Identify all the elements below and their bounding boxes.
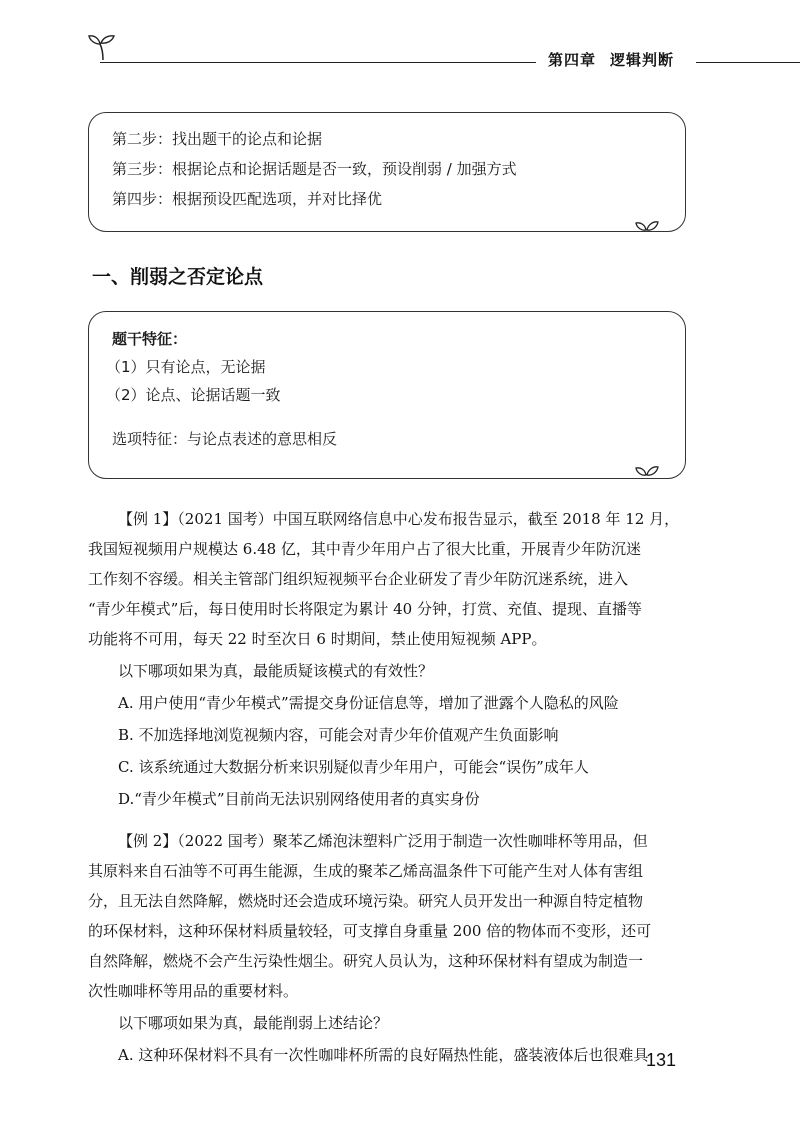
section-title: 一、削弱之否定论点 [92,266,264,288]
sprout-icon [634,216,660,234]
example1-line: “青少年模式”后，每日使用时长将限定为累计 40 分钟，打赏、充值、提现、直播等 [88,600,642,618]
example1-line: 功能将不可用，每天 22 时至次日 6 时期间，禁止使用短视频 APP。 [88,630,547,648]
example2-line: 【例 2】（2022 国考）聚苯乙烯泡沫塑料广泛用于制造一次性咖啡杯等用品，但 [118,832,648,850]
example1-line: 我国短视频用户规模达 6.48 亿，其中青少年用户占了很大比重，开展青少年防沉迷 [88,540,641,558]
example1-option-d: D.“青少年模式”目前尚无法识别网络使用者的真实身份 [118,790,480,808]
running-header [548,49,674,70]
chapter-title: 逻辑判断 [610,51,675,69]
example2-line: 分，且无法自然降解，燃烧时还会造成环境污染。研究人员开发出一种源自特定植物 [88,892,644,910]
header-rule-left [100,62,536,63]
example2-option-a: A. 这种环保材料不具有一次性咖啡杯所需的良好隔热性能，盛装液体后也很难具 [118,1046,649,1064]
example2-line: 的环保材料，这种环保材料质量较轻，可支撑自身重量 200 倍的物体而不变形，还可 [88,922,652,940]
stem-feature-item: （1）只有论点，无论据 [106,358,266,376]
chapter-label: 第四章 [548,51,597,69]
header-rule-right [696,62,800,63]
example1-option-a: A. 用户使用“青少年模式”需提交身份证信息等，增加了泄露个人隐私的风险 [118,694,619,712]
example1-option-c: C. 该系统通过大数据分析来识别疑似青少年用户，可能会“误伤”成年人 [118,758,589,776]
example2-line: 其原料来自石油等不可再生能源，生成的聚苯乙烯高温条件下可能产生对人体有害组 [88,862,644,880]
step-two: 第二步：找出题干的论点和论据 [112,130,323,148]
example1-line: 【例 1】（2021 国考）中国互联网络信息中心发布报告显示，截至 2018 年 12 月， [118,510,680,528]
stem-feature-item: （2）论点、论据话题一致 [106,386,281,404]
option-feature: 选项特征：与论点表述的意思相反 [112,430,338,448]
stem-feature-label: 题干特征： [112,330,188,348]
example1-question: 以下哪项如果为真，最能质疑该模式的有效性？ [118,662,434,680]
example2-question: 以下哪项如果为真，最能削弱上述结论？ [118,1014,389,1032]
step-three: 第三步：根据论点和论据话题是否一致，预设削弱 / 加强方式 [112,160,517,178]
example2-line: 次性咖啡杯等用品的重要材料。 [88,982,299,1000]
sprout-icon [634,461,660,479]
example1-line: 工作刻不容缓。相关主管部门组织短视频平台企业研发了青少年防沉迷系统，进入 [88,570,629,588]
sprout-icon [86,30,120,64]
example2-line: 自然降解，燃烧不会产生污染性烟尘。研究人员认为，这种环保材料有望成为制造一 [88,952,644,970]
page-number: 131 [646,1050,677,1070]
example1-option-b: B. 不加选择地浏览视频内容，可能会对青少年价值观产生负面影响 [118,726,559,744]
step-four: 第四步：根据预设匹配选项，并对比择优 [112,190,383,208]
